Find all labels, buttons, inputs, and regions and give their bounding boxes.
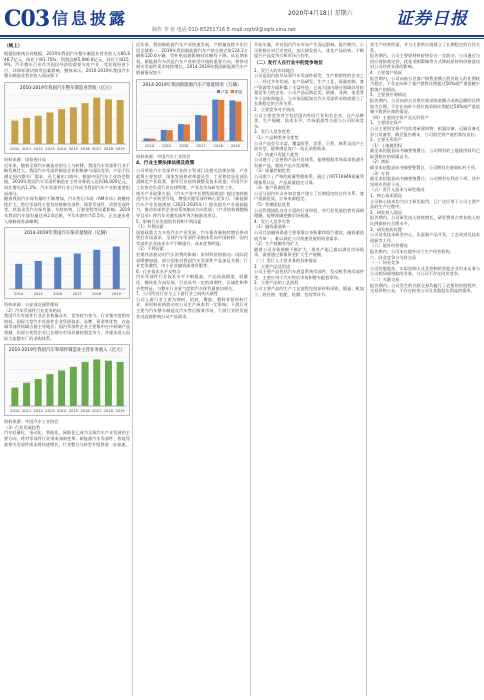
body-text: 资料来源：中国汽车工业协会 (136, 153, 191, 159)
x-tick-label: 2016 (80, 146, 90, 151)
body-text: 1、发行人的市场地位 公司是国内较早从事汽车零部件研发、生产和销售的企业之一，经过多年发展，在产品研发、生产工艺、质量控制、客户资源等方面积累了丰富经验，已成为国内细分领域具有较强竞争力的企业。公司产品远销北美、欧洲、亚洲、南美等多个国家和地区，与多家国际知名汽车零部件采购商建立了长期稳定的合作关系。 2、主要竞争对手情况 公司主要竞争对手包括国内外同行业知名企业，在产品种类、生产规模、技术水平、市场渠道等方面与公司形成竞争。 3、发行人竞争优势 （1）产品种类齐全优势 公司产品型号丰富，覆盖欧系、美系、日系、韩系及国产主流车型，能够满足客户一站式采购需求。 （2）快速开发能力优势 公司建立了完善的产品开发体系，能够根据市场需求快速开发新产品，缩短产品开发周期。 （3）质量控制优势 公司建立了严格的质量管理体系，通过了IATF16949质量管理体系认证，产品质量稳定可靠。 （4）客户资源优势 公司与国内外众多知名客户建立了长期稳定的合作关系，客户资源优质，订单来源稳定。 （5）管理团队优势 公司管理团队具有丰富的行业经验，对行业发展趋势有深刻理解，能够准确把握市场机遇。 4、发行人竞争劣势 （1）融资渠道单一 公司目前融资渠道主要依靠自身积累和银行借款，融资渠道较为单一，难以满足公司快速发展的资金需求。 （2）生产规模有待扩大 随着公司业务规模不断扩大，现有产能已难以满足市场需求，需要通过募集资金扩大生产规模。 （三）发行人主营业务的具体情况 1、主要产品及用途 公司主要产品包括汽车底盘系统零部件、发动机系统零部件等，主要应用于汽车售后市场和整车配套市场。 2、主要产品的工艺流程 公司主要产品的生产工艺流程包括原材料采购、锻造、机加工、热处理、装配、检测、包装等环节。 (254, 67, 364, 297)
x-tick-label: 2014 (57, 146, 67, 151)
chart-plot (5, 353, 129, 415)
bar (184, 124, 190, 141)
bar (35, 379, 42, 406)
column-3 (254, 42, 364, 696)
chart-title: 2010-2019年我国汽车整车制造业营收（亿元） (19, 85, 115, 91)
body-text: 资料来源：国家统计局 近年来，随着全球汽车制造业的分工与转移，我国汽车零部件行业不断发展壮大。我国汽车零部件制造企业积极参与国际竞争，产品不仅满足国内整车厂需求，还大量出口海外。根据中国汽车工业协会数据，2019年我国汽车零部件制造业主营业务收入达到36,000亿元，同比增长约1.2%。汽车零部件行业已经成为我国汽车产业的重要组成部分。 随着我国汽车保有量的不断增加，汽车售后市场（AM市场）规模持续扩大。售后零部件主要包括维修零部件、保养零部件、改装零部件等，其需求受汽车保有量、车龄结构、行驶里程等因素影响。2019年我国汽车保有量达到2.6亿辆，平均车龄约为5.5年，正在逐步进入维修保养高峰期。 (4, 156, 130, 224)
body-text: 公司所处汽车零部件行业的主管部门及相关法律法规、产业政策主要包括：国家发展和改革委员会、工业和信息化部负责制定产业政策，指导行业结构调整及技术改造；中国汽车工业协会负责行业自律管理、产业及市场研究等工作。 相关产业政策方面，《汽车产业中长期发展规划》提出加快推进汽车产业转型升级，增强关键零部件核心竞争力；《新能源汽车产业发展规划（2021-2035年）》提出提升产业基础能力，推动零部件企业向系统集成方向发展；《产业结构调整指导目录》将汽车关键零部件列为鼓励类项目。 5、影响行业发展的有利和不利因素 （1）有利因素 国家政策大力支持汽车产业发展，汽车保有量持续增长带动售后市场需求；全球汽车零部件采购体系向中国转移；国内零部件企业技术水平不断提升，成本优势明显。 （2）不利因素 宏观经济波动对汽车消费的影响；原材料价格波动；国际贸易摩擦加剧，部分国家对我国汽车零部件产品加征关税；行业竞争激烈，中小企业融资渠道有限等。 6、行业技术水平及特点 汽车零部件行业技术水平不断提高，产品向高精度、轻量化、模块化方向发展。行业具有一定的周期性、区域性和季节性特征，与整车行业景气度和汽车保有量密切相关。 7、公司所处行业与上下游行业之间的关联性 公司上游行业主要为钢材、铝材、橡胶、塑料等原材料行业，原材料价格波动对公司生产成本有一定影响；下游行业主要为汽车整车制造及汽车售后服务市场，下游行业的发展状况直接影响公司产品需求。 (136, 168, 248, 319)
x-tick-label: 2019 (115, 409, 125, 414)
body-text: 常生产经营所需，并与主要供应商建立了长期稳定的合作关系。 报告期内，公司主要原材料价格存在一定波动，公司通过与供应商协商定价、优化采购策略等方式降低原材料价格波动对公司经营业绩的影响。 4、主要客户情况 报告期内，公司向前五名客户销售金额占营业收入的比例较为稳定，不存在向单个客户销售比例超过50%或严重依赖少数客户的情况。 5、主要供应商情况 报告期内，公司向前五名供应商采购金额占采购总额的比例较为合理，不存在向单个供应商采购比例超过50%或严重依赖少数供应商的情况。 （四）主要固定资产及无形资产 1、主要固定资产 公司主要固定资产包括房屋建筑物、机器设备、运输设备及办公设备等，截至报告期末，公司固定资产使用状况良好。 2、主要无形资产 （1）土地使用权 截至本招股意向书摘要签署日，公司拥有的土地使用权均已取得相应的权属证书。 （2）商标 截至本招股意向书摘要签署日，公司拥有注册商标若干项。 （3）专利 截至本招股意向书摘要签署日，公司拥有专利若干项，其中发明专利若干项。 （五）发行人技术与研发情况 1、核心技术情况 公司核心技术均为自主研发取得，已广泛应用于公司主要产品的生产过程中。 2、研发投入情况 报告期内，公司研发投入持续增长，研发费用占营业收入的比例保持在合理水平。 3、研发机构设置 公司设有技术研发中心，负责新产品开发、工艺改进及技术创新等工作。 （六）境外经营情况 报告期内，公司未在境外设立生产经营机构。 六、同业竞争与关联交易 （一）同业竞争 公司控股股东、实际控制人及其控制的其他企业均未从事与公司相同或相似的业务，与公司不存在同业竞争。 （二）关联交易 报告期内，公司发生的关联交易均履行了必要的审批程序，交易价格公允，不存在损害公司及其他股东利益的情形。 (370, 42, 480, 294)
x-tick-label: 2015 (162, 143, 172, 148)
body-text: 近年来，我国新能源汽车产业快速发展，产销量连续多年位居全球第一。2019年我国新能源汽车产销分别完成124.2万辆和120.6万辆，受补贴退坡影响同比略有下降。从长期来看，新能源汽车仍是汽车产业转型升级的重要方向，将带动相关零部件需求持续增长。2014-2019年我国新能源汽车产销量情况如下： (136, 42, 248, 75)
bar (54, 257, 61, 289)
bar (82, 103, 89, 144)
x-tick-label: 2012 (33, 409, 43, 414)
chart-title: 2014-2019年我国新能源汽车产销量情况（万辆） (142, 82, 242, 88)
x-tick-label: 2010 (10, 409, 20, 414)
bar (74, 254, 81, 289)
x-tick-label: 2015 (68, 146, 78, 151)
x-tick-label: 2014 (57, 409, 67, 414)
bar (117, 100, 124, 144)
section-heading: （二）发行人在行业中的竞争地位 (254, 60, 323, 66)
masthead-rule (0, 35, 484, 37)
bar (229, 100, 235, 141)
bar-chart (4, 344, 130, 416)
column-divider (366, 42, 367, 696)
bar (93, 98, 100, 144)
bar-chart (136, 79, 248, 151)
bar (161, 129, 167, 140)
bar (218, 100, 224, 141)
x-tick-label: 2016 (80, 409, 90, 414)
bar (167, 130, 173, 141)
bar (195, 115, 201, 141)
section-title: 信息披露 (52, 9, 129, 28)
bar (23, 383, 30, 406)
body-text: 开始实施，并对国内汽车市场产生深远影响。报告期内，公司积极应对行业变化，加大研发投入，优化产品结构，不断提升产品竞争力和市场占有率。 (254, 42, 364, 59)
x-tick-label: 2019 (111, 292, 121, 297)
masthead-rule-thin (0, 38, 484, 39)
section-heading: （续上） (4, 44, 23, 49)
x-tick-label: 2017 (196, 143, 206, 148)
legend-label: 销量 (235, 89, 243, 94)
bar (11, 121, 18, 144)
x-tick-label: 2016 (53, 292, 63, 297)
x-tick-label: 2019 (115, 146, 125, 151)
x-tick-label: 2017 (92, 146, 102, 151)
bar (46, 374, 53, 406)
legend-swatch (231, 90, 234, 93)
bar (235, 101, 241, 140)
x-tick-label: 2015 (68, 409, 78, 414)
bar (93, 250, 100, 289)
bar (82, 362, 89, 406)
bar (201, 115, 207, 140)
x-tick-label: 2017 (72, 292, 82, 297)
bar (70, 367, 77, 406)
legend-swatch (217, 90, 220, 93)
x-tick-label: 2018 (92, 292, 102, 297)
chart-title: 2014-2019年我国汽车保有量情况（亿辆） (24, 231, 110, 237)
body-text: 资料来源：公安部交通管理局 （2）汽车零部件行业竞争格局 我国汽车零部件行业企业数量众多，竞争较为充分，行业集中度相对较低。国际大型汽车零部件企业凭借技术、品牌、资金等优势，在高端零部件领域占据主导地位；国内零部件企业主要集中在中低端产品领域，但部分优势企业已在细分市场具备较强竞争力，并逐步进入国际主流整车厂的采购体系。 (4, 302, 130, 341)
bar (117, 362, 124, 406)
bar (58, 371, 65, 407)
bar (15, 264, 22, 289)
x-tick-label: 2019 (230, 143, 240, 148)
bar (105, 99, 112, 144)
x-tick-label: 2011 (21, 146, 32, 151)
x-tick-label: 2014 (145, 143, 155, 148)
chart-plot (5, 236, 129, 298)
column-divider (250, 42, 251, 696)
bar (11, 388, 18, 406)
column-2 (136, 42, 248, 696)
x-tick-label: 2016 (179, 143, 189, 148)
bar (178, 124, 184, 141)
body-text: 根据国家统计局数据，2019年我国汽车整车制造业营业收入为80,846.7亿元，同比下降1.75%；利润总额5,086.8亿元，同比下降15.9%。汽车整车行业作为国民经济的重要支柱产业，受宏观经济下行、环保标准切换等因素影响，整体承压。2010-2019年我国汽车整车制造业营业收入情况如下： (4, 51, 130, 79)
page-number: C03 (4, 6, 50, 32)
chart-plot (137, 88, 247, 150)
x-tick-label: 2013 (45, 146, 55, 151)
x-tick-label: 2018 (103, 409, 114, 414)
body-text: 资料来源：中国汽车工业协会 （3）行业发展趋势 汽车轻量化、电动化、智能化、网联化已成为全球汽车产业发展的主要方向，将对零部件行业带来深刻变革。新能源汽车零部件、智能驾驶相关零部件需求将快速增长，行业整合与转型升级将进一步加速。 (4, 419, 130, 447)
bar (212, 99, 218, 140)
newspaper-logo: 证券日报 (396, 9, 468, 29)
editor-line: 制作 李 征 电话 010-83251716 E-mail:zqrb9@zqrb.sina.net (152, 27, 296, 33)
x-tick-label: 2012 (33, 146, 43, 151)
bar-chart (4, 227, 130, 299)
bar (58, 109, 65, 144)
x-tick-label: 2018 (103, 146, 114, 151)
bar (113, 247, 120, 289)
x-tick-label: 2015 (33, 292, 43, 297)
column-4 (370, 42, 480, 696)
x-tick-label: 2018 (213, 143, 223, 148)
column-divider (132, 42, 133, 696)
bar (105, 361, 112, 406)
section-heading: 4、行业主要法律法规及政策 (136, 161, 195, 167)
x-tick-label: 2014 (14, 292, 24, 297)
legend-label: 产量 (221, 89, 229, 94)
bar (93, 360, 100, 407)
x-tick-label: 2011 (21, 409, 32, 414)
x-tick-label: 2013 (45, 409, 55, 414)
masthead (0, 0, 484, 40)
column-1 (4, 42, 130, 696)
bar-chart (4, 82, 130, 154)
date-line: 2020年4月18日 星期六 (288, 10, 353, 17)
chart-plot (5, 91, 129, 153)
bar (35, 261, 42, 289)
bar (35, 116, 42, 144)
bar (150, 138, 156, 140)
x-tick-label: 2017 (92, 409, 102, 414)
bar (144, 138, 150, 141)
chart-title: 2010-2019年我国汽车零部件制造业主营业务收入（亿元） (8, 348, 126, 354)
bar (23, 118, 30, 144)
bar (70, 107, 77, 143)
bar (46, 112, 53, 144)
x-tick-label: 2010 (10, 146, 20, 151)
